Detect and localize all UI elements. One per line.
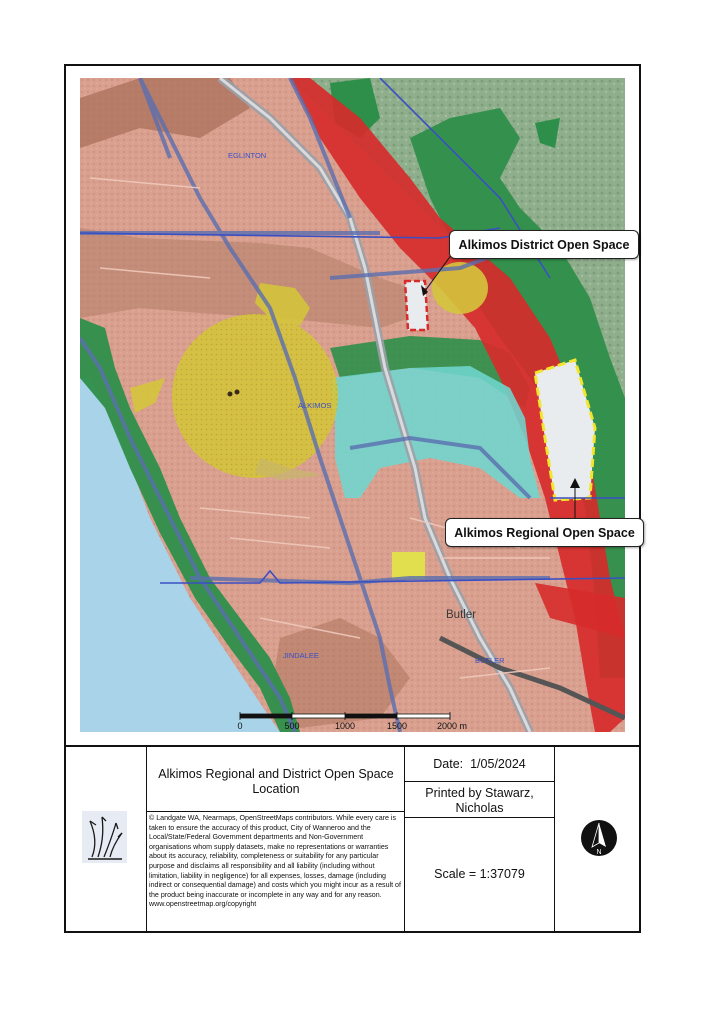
date-field xyxy=(405,757,554,772)
north-arrow-icon xyxy=(580,819,618,857)
title-block xyxy=(64,745,641,933)
svg-text:N: N xyxy=(596,849,602,856)
map-canvas xyxy=(80,78,625,732)
callout-regional-open-space[interactable]: Alkimos Regional Open Space xyxy=(445,518,644,547)
suburb-label-butler: BUTLER xyxy=(475,656,505,665)
scale-text: Scale = 1:37079 xyxy=(434,867,525,881)
district-open-space-site[interactable] xyxy=(405,281,428,330)
suburb-label-alkimos: ALKIMOS xyxy=(298,401,332,410)
regional-open-space-zone xyxy=(172,314,338,478)
title-block-divider xyxy=(554,745,555,933)
map-view[interactable] xyxy=(80,78,625,732)
scale-tick-label: 500 xyxy=(284,721,300,731)
callout-district-open-space[interactable]: Alkimos District Open Space xyxy=(449,230,639,259)
scale-tick-label: 0 xyxy=(237,721,243,731)
place-label-butler: Butler xyxy=(446,609,477,621)
date-label: Date: xyxy=(433,757,464,771)
title-block-divider xyxy=(404,817,554,818)
scale-tick-label: 1500 xyxy=(386,721,408,731)
printed-by: Printed by Stawarz, Nicholas xyxy=(425,786,534,815)
scale-tick-label: 1000 xyxy=(334,721,356,731)
map-title: Alkimos Regional and District Open Space Location xyxy=(158,767,394,796)
suburb-label-jindalee: JINDALEE xyxy=(283,651,319,660)
suburb-label-eglinton: EGLINTON xyxy=(228,151,267,160)
date-value: 1/05/2024 xyxy=(470,757,526,771)
disclaimer-text: © Landgate WA, Nearmaps, OpenStreetMaps contributors. While every care is taken to ensure the accuracy of this product, City of Wanneroo and the Local/State/Federal Government departments and Non-Government organisations whom supply datasets, make no representations or warranties about its accuracy, reliability, completeness or suitability for any particular purpose and disclaims all responsibility and all liability (including without limitation, liability in negligence) for all expenses, losses, damage (including indirect or consequential damage) and costs which you might incur as a result of the product being inaccurate or incomplete in any way and for any reason. www.openstreetmap.org/copyright xyxy=(149,814,401,909)
city-logo-icon xyxy=(82,811,127,863)
title-block-divider xyxy=(404,781,554,782)
park-area xyxy=(392,552,425,579)
scale-tick-label: 2000 m xyxy=(436,721,468,731)
